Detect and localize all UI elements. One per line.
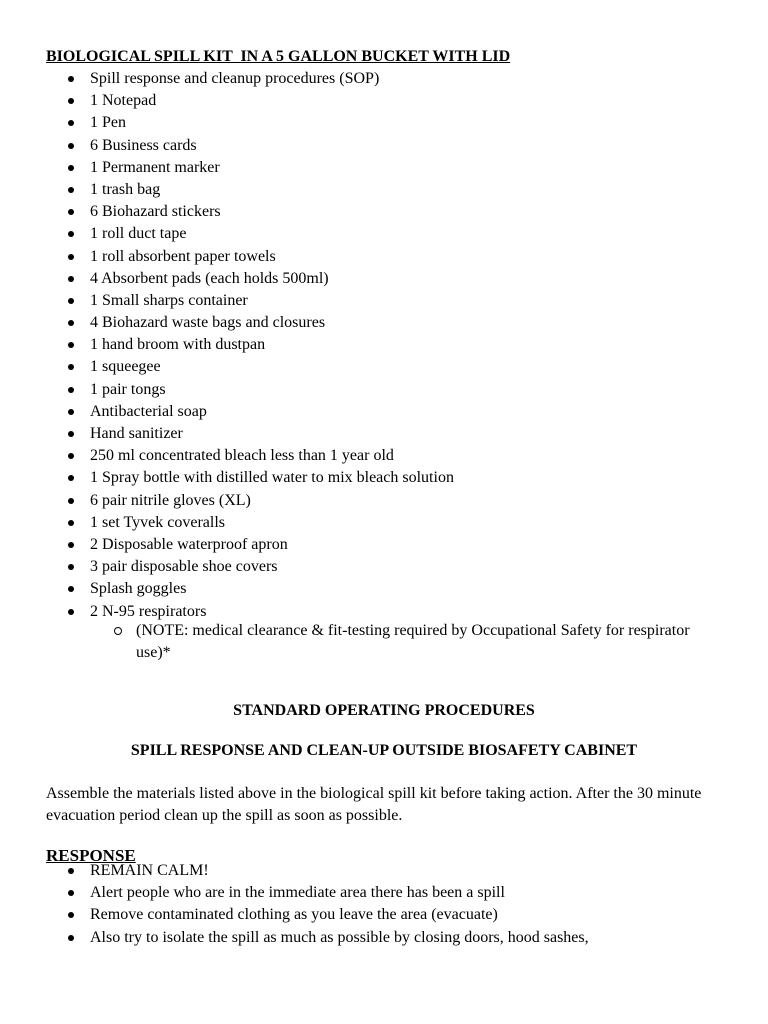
bullet-icon — [68, 520, 74, 526]
bullet-icon — [68, 209, 74, 215]
bullet-icon — [68, 298, 74, 304]
bullet-icon — [68, 409, 74, 415]
bullet-icon — [68, 187, 74, 193]
bullet-icon — [68, 165, 74, 171]
bullet-icon — [68, 453, 74, 459]
list-item: 1 hand broom with dustpan — [0, 334, 768, 356]
sop-title: STANDARD OPERATING PROCEDURES — [233, 702, 535, 719]
bullet-icon — [68, 542, 74, 548]
list-item: 1 Small sharps container — [0, 290, 768, 312]
list-item: 4 Biohazard waste bags and closures — [0, 312, 768, 334]
list-item: Splash goggles — [0, 578, 768, 600]
list-item: 250 ml concentrated bleach less than 1 year old — [0, 445, 768, 467]
list-item: Spill response and cleanup procedures (SOP) — [0, 68, 768, 90]
kit-title: BIOLOGICAL SPILL KIT IN A 5 GALLON BUCKET WITH LID — [46, 48, 511, 65]
sub-bullet-icon — [114, 627, 122, 635]
list-item: 6 pair nitrile gloves (XL) — [0, 490, 768, 512]
list-item: 1 Pen — [0, 112, 768, 134]
list-item: 1 set Tyvek coveralls — [0, 512, 768, 534]
list-item: 3 pair disposable shoe covers — [0, 556, 768, 578]
sop-subtitle: SPILL RESPONSE AND CLEAN-UP OUTSIDE BIOSAFETY CABINET — [130, 742, 638, 759]
intro-paragraph: Assemble the materials listed above in the biological spill kit before taking action. After the 30 minute evacuation period clean up the spill as soon as possible. — [46, 785, 702, 824]
respirator-note — [114, 620, 714, 664]
list-item: 4 Absorbent pads (each holds 500ml) — [0, 268, 768, 290]
bullet-icon — [68, 387, 74, 393]
list-item: Remove contaminated clothing as you leave the area (evacuate) — [0, 904, 768, 926]
bullet-icon — [68, 498, 74, 504]
list-item: Hand sanitizer — [0, 423, 768, 445]
list-item: 1 Spray bottle with distilled water to mix bleach solution — [0, 467, 768, 489]
bullet-icon — [68, 564, 74, 570]
bullet-icon — [68, 868, 74, 874]
bullet-icon — [68, 254, 74, 260]
list-item: Antibacterial soap — [0, 401, 768, 423]
bullet-icon — [68, 586, 74, 592]
bullet-icon — [68, 342, 74, 348]
bullet-icon — [68, 475, 74, 481]
list-item: REMAIN CALM! — [0, 860, 768, 882]
list-item: 6 Business cards — [0, 135, 768, 157]
list-item: 1 Permanent marker — [0, 157, 768, 179]
kit-item-list — [0, 68, 768, 623]
bullet-icon — [68, 76, 74, 82]
bullet-icon — [68, 912, 74, 918]
list-item: 2 N-95 respirators — [0, 601, 768, 623]
list-item: 1 pair tongs — [0, 379, 768, 401]
bullet-icon — [68, 98, 74, 104]
list-item: 2 Disposable waterproof apron — [0, 534, 768, 556]
response-item-list — [0, 860, 768, 949]
respirator-note-text: (NOTE: medical clearance & fit-testing required by Occupational Safety for respirator use)* — [136, 622, 690, 661]
bullet-icon — [68, 935, 74, 941]
bullet-icon — [68, 890, 74, 896]
bullet-icon — [68, 276, 74, 282]
bullet-icon — [68, 120, 74, 126]
list-item: 1 roll absorbent paper towels — [0, 246, 768, 268]
list-item: 1 Notepad — [0, 90, 768, 112]
list-item: Also try to isolate the spill as much as possible by closing doors, hood sashes, — [0, 927, 768, 949]
bullet-icon — [68, 231, 74, 237]
bullet-icon — [68, 364, 74, 370]
bullet-icon — [68, 320, 74, 326]
response-heading: RESPONSE — [46, 846, 136, 865]
list-item: 1 squeegee — [0, 356, 768, 378]
list-item: Alert people who are in the immediate area there has been a spill — [0, 882, 768, 904]
bullet-icon — [68, 609, 74, 615]
list-item: 1 roll duct tape — [0, 223, 768, 245]
bullet-icon — [68, 143, 74, 149]
bullet-icon — [68, 431, 74, 437]
list-item: 1 trash bag — [0, 179, 768, 201]
list-item: 6 Biohazard stickers — [0, 201, 768, 223]
